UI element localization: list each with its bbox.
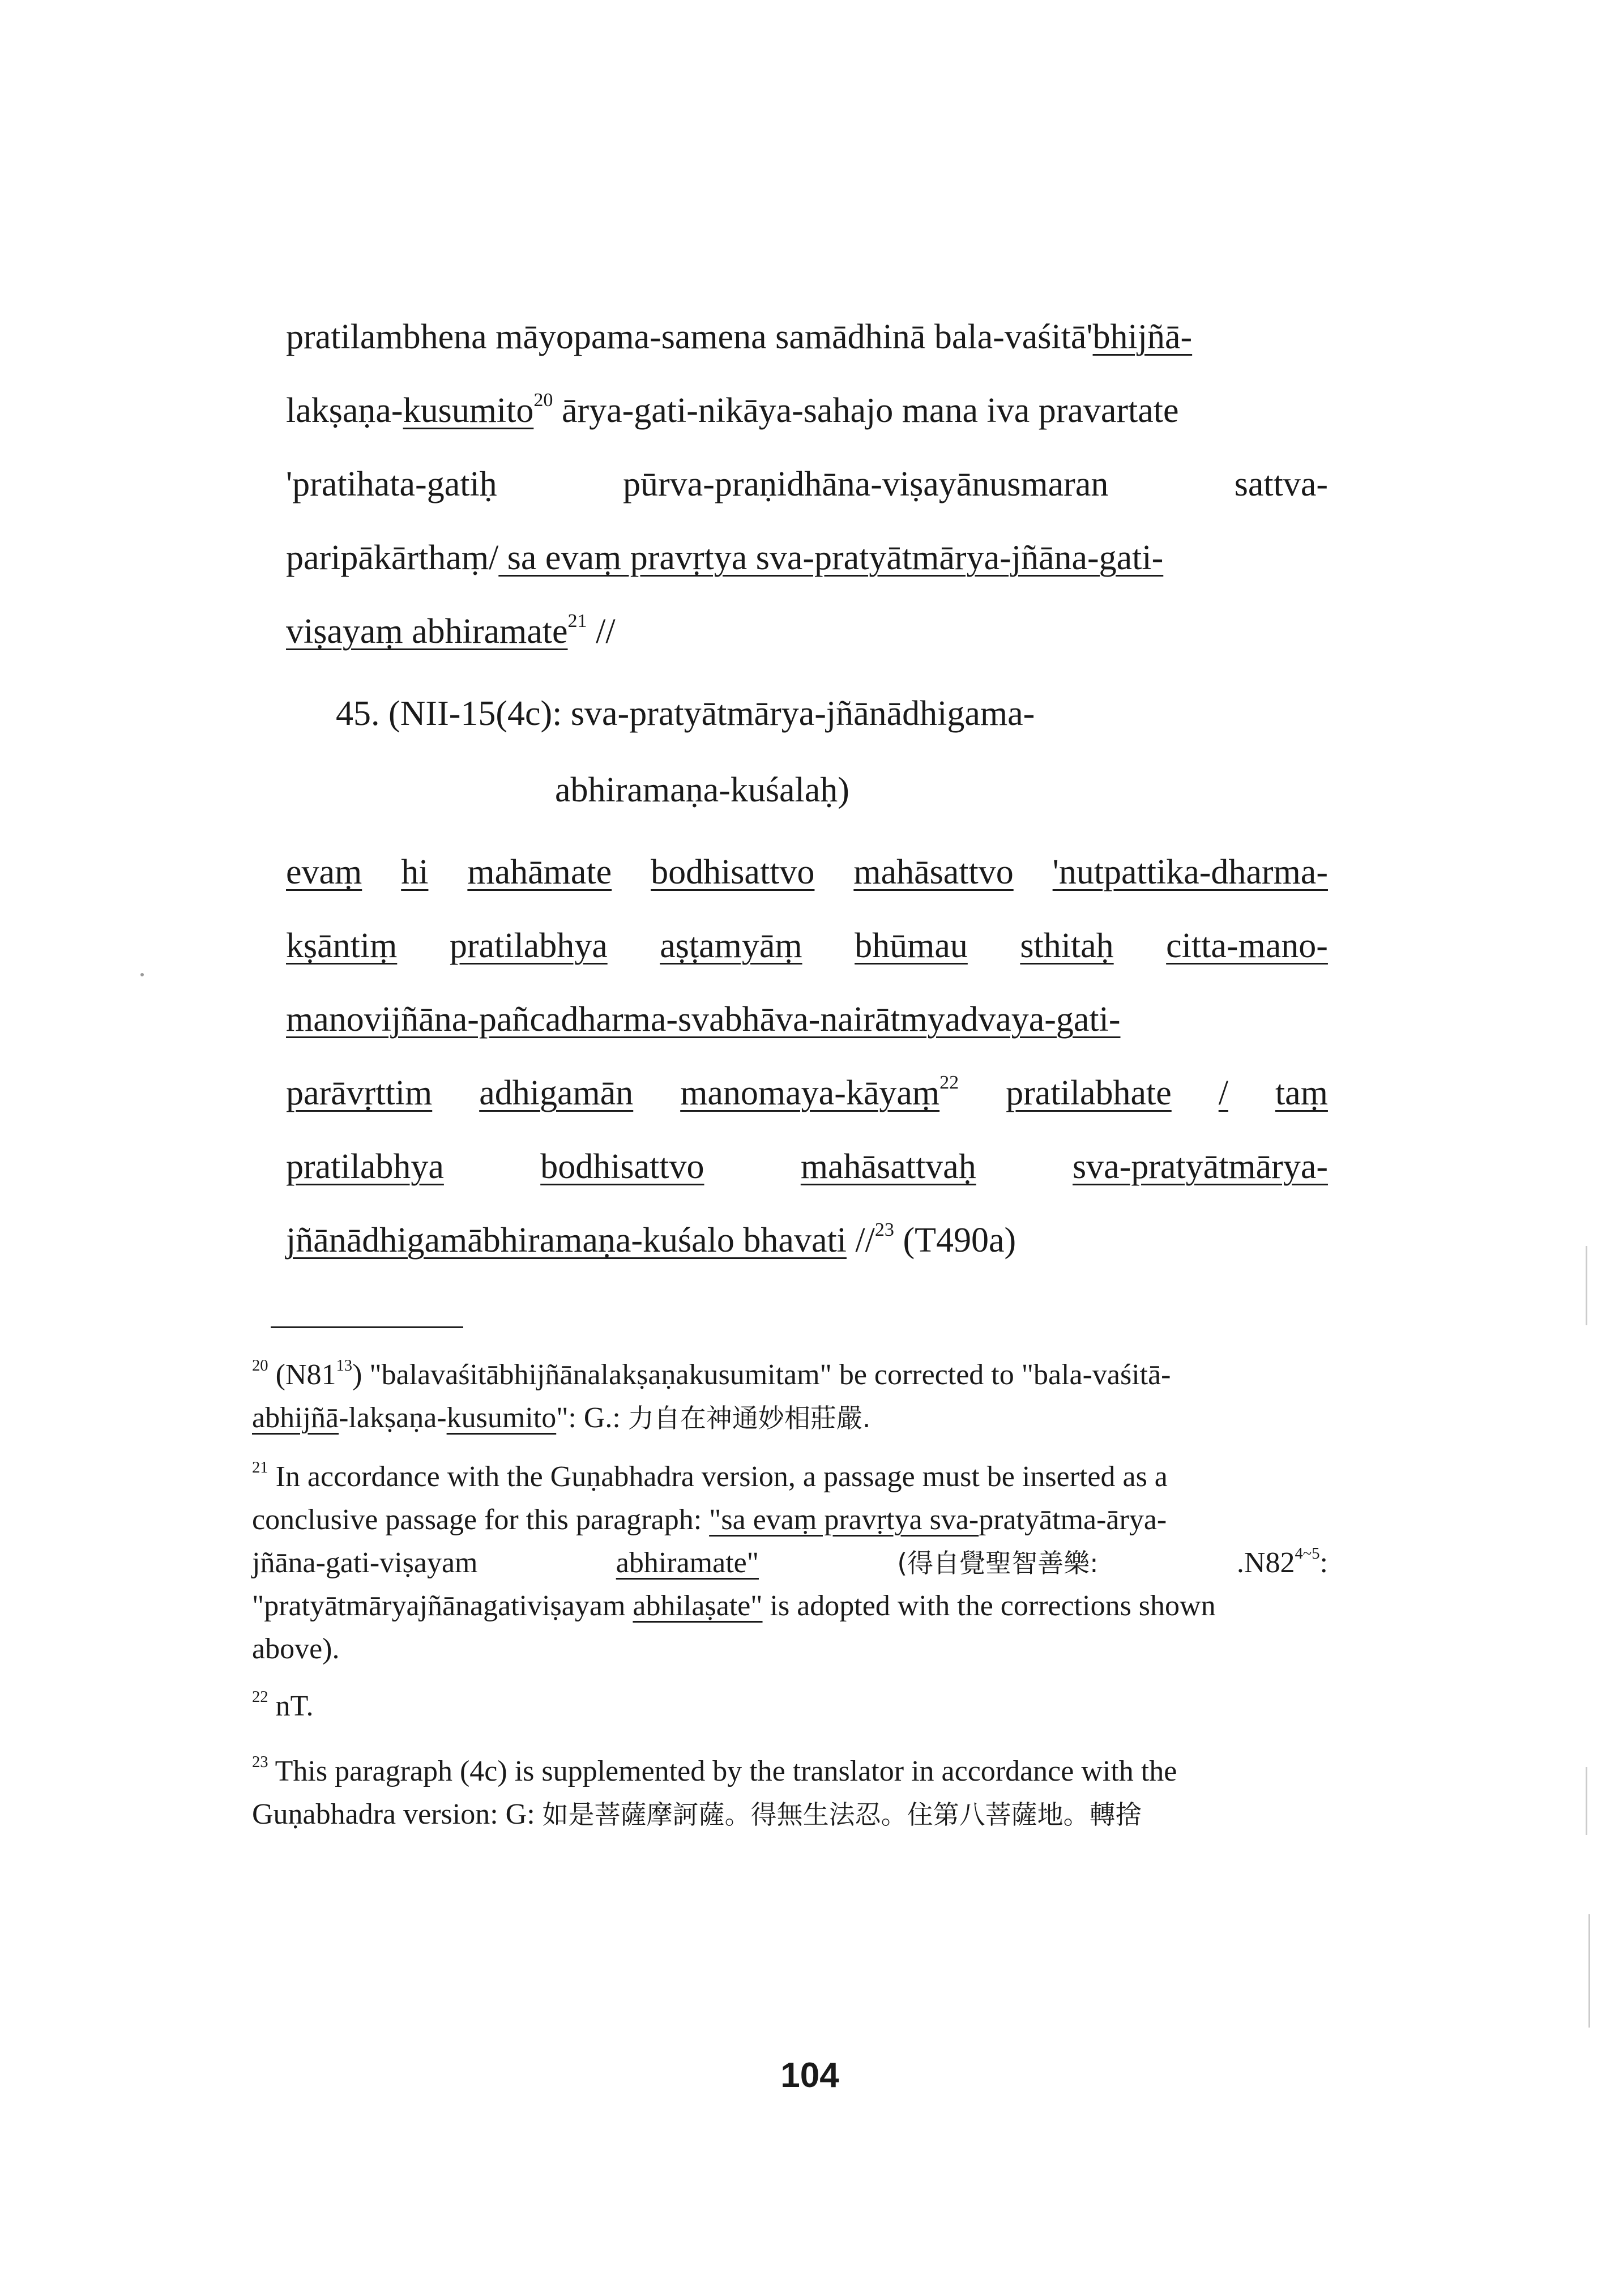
word: .N82: [1236, 1547, 1295, 1579]
footnote-21: [252, 1456, 1328, 1499]
text-span: ārya-gati-nikāya-sahajo mana iva pravartate: [553, 391, 1179, 430]
text-span: conclusive passage for this paragraph:: [252, 1504, 710, 1536]
underlined-span: jñānādhigamābhiramaṇa-kuśalo bhavati: [286, 1221, 847, 1260]
underlined-span: viṣayaṃ abhiramate: [286, 612, 568, 651]
scan-edge-mark: [1586, 1246, 1587, 1325]
section-heading-line-1: 45. (NII-15(4c): sva-pratyātmārya-jñānādhigama-: [336, 694, 1035, 733]
footnote-number: 21: [252, 1458, 268, 1476]
footnote-ref-21: 21: [567, 610, 587, 631]
underlined-span: kusumito: [446, 1402, 557, 1434]
underlined-word: parāvṛttim: [286, 1074, 433, 1112]
underlined-span: sa evaṃ pravṛtya sva-pratyātmārya-jñāna-gati-: [498, 539, 1164, 577]
underlined-span: abhilaṣate": [633, 1590, 763, 1622]
footnote-21-cont: [252, 1628, 1328, 1671]
underlined-word: sthitaḥ: [1020, 927, 1114, 965]
superscript: 4~5: [1295, 1544, 1320, 1563]
underlined-word: taṃ: [1275, 1074, 1328, 1112]
footnote-number: 22: [252, 1688, 268, 1706]
text-span: lakṣaṇa-: [286, 391, 403, 430]
underlined-word: /: [1218, 1074, 1228, 1112]
text-span: is adopted with the corrections shown: [762, 1590, 1216, 1622]
footnote-21-cont: [252, 1585, 1328, 1628]
underlined-word: abhiramate": [616, 1547, 759, 1579]
underlined-word: bodhisattvo: [651, 853, 815, 891]
underlined-word: citta-mano-: [1166, 927, 1328, 965]
underlined-word: aṣṭamyāṃ: [660, 927, 802, 965]
scan-speck: [140, 973, 144, 976]
text-span: //: [846, 1221, 875, 1260]
text-line: [286, 994, 1328, 1045]
word: 'pratihata-gatiḥ: [286, 465, 497, 503]
text-span: ": G.:: [556, 1402, 628, 1434]
underlined-span: "sa evaṃ pravṛtya sva-: [709, 1504, 979, 1536]
section-heading-line-2: abhiramaṇa-kuśalaḥ): [555, 771, 849, 809]
footnote-21-cont: [252, 1542, 1328, 1585]
text-span: ) "balavaśitābhijñānalakṣaṇakusumitam" be corrected to "bala-vaśitā-: [352, 1359, 1171, 1391]
underlined-word: evaṃ: [286, 853, 362, 891]
footnote-separator: [271, 1326, 463, 1328]
underlined-word: mahāmate: [467, 853, 612, 891]
text-span: (N81: [268, 1359, 336, 1391]
underlined-span: abhijñā: [252, 1402, 339, 1434]
text-line: [286, 1068, 1328, 1119]
footnote-23: [252, 1750, 1328, 1793]
underlined-span: kusumito: [403, 391, 534, 430]
footnote-ref-23: 23: [874, 1219, 894, 1240]
text-span: -lakṣaṇa-: [339, 1402, 447, 1434]
superscript: 13: [336, 1356, 353, 1375]
text-line: [286, 459, 1328, 510]
underlined-word: mahāsattvaḥ: [800, 1147, 976, 1186]
underlined-word: manomaya-kāyaṃ: [680, 1074, 940, 1112]
scan-edge-mark: [1588, 1914, 1590, 2028]
text-span: paripākārthaṃ/: [286, 539, 499, 577]
footnote-20-cont: [252, 1397, 1328, 1440]
text-line: [286, 311, 1328, 362]
footnote-ref-20: 20: [533, 389, 553, 411]
text-line: [286, 920, 1328, 971]
underlined-word: sva-pratyātmārya-: [1073, 1147, 1328, 1186]
underlined-word: pratilabhate: [1006, 1074, 1172, 1112]
footnote-number: 23: [252, 1753, 268, 1771]
underlined-word: kṣāntiṃ: [286, 927, 398, 965]
text-span: (T490a): [894, 1221, 1016, 1260]
text-line: [286, 532, 1328, 583]
text-span: //: [587, 612, 616, 651]
text-span: pratilambhena māyopama-samena samādhinā bala-vaśitā': [286, 318, 1093, 356]
chinese-text: (得自覺聖智善樂:: [897, 1548, 1099, 1578]
underlined-word: bhūmau: [855, 927, 968, 965]
underlined-word: mahāsattvo: [853, 853, 1014, 891]
underlined-span: manovijñāna-pañcadharma-svabhāva-nairātmyadvaya-gati-: [286, 1000, 1121, 1039]
text-line: [286, 1215, 1328, 1266]
text-span: In accordance with the Guṇabhadra version, a passage must be inserted as a: [268, 1461, 1168, 1493]
word: :: [1319, 1547, 1328, 1579]
footnote-23-cont: [252, 1793, 1328, 1836]
text-span: nT.: [268, 1690, 314, 1722]
text-span: "pratyātmāryajñānagativiṣayam: [252, 1590, 633, 1622]
chinese-text: 如是菩薩摩訶薩。得無生法忍。住第八菩薩地。轉捨: [542, 1799, 1142, 1830]
page-number: 104: [780, 2056, 839, 2095]
text-span: This paragraph (4c) is supplemented by the translator in accordance with the: [268, 1755, 1177, 1787]
footnote-22: [252, 1685, 1328, 1728]
scan-edge-mark: [1586, 1767, 1587, 1835]
footnote-20: [252, 1354, 1328, 1397]
word: pūrva-praṇidhāna-viṣayānusmaran: [623, 465, 1109, 503]
footnote-number: 20: [252, 1356, 268, 1375]
underlined-span: bhijñā-: [1092, 318, 1193, 356]
footnote-ref-22: 22: [939, 1072, 959, 1093]
text-span: pratyātma-ārya-: [979, 1504, 1167, 1536]
footnote-21-cont: [252, 1499, 1328, 1542]
underlined-word: hi: [401, 853, 429, 891]
text-line: [286, 847, 1328, 898]
text-span: above).: [252, 1633, 340, 1665]
text-line: [286, 1141, 1328, 1192]
word: jñāna-gati-viṣayam: [252, 1547, 478, 1579]
underlined-word: pratilabhya: [449, 927, 608, 965]
underlined-word: adhigamān: [479, 1074, 634, 1112]
underlined-word: 'nutpattika-dharma-: [1052, 853, 1328, 891]
underlined-word: bodhisattvo: [540, 1147, 704, 1186]
text-span: Guṇabhadra version: G:: [252, 1798, 543, 1830]
chinese-text: 力自在神通妙相莊嚴.: [627, 1403, 871, 1433]
text-line: [286, 385, 1328, 436]
underlined-word: pratilabhya: [286, 1147, 444, 1186]
text-line: [286, 606, 1328, 657]
word: sattva-: [1234, 465, 1328, 503]
